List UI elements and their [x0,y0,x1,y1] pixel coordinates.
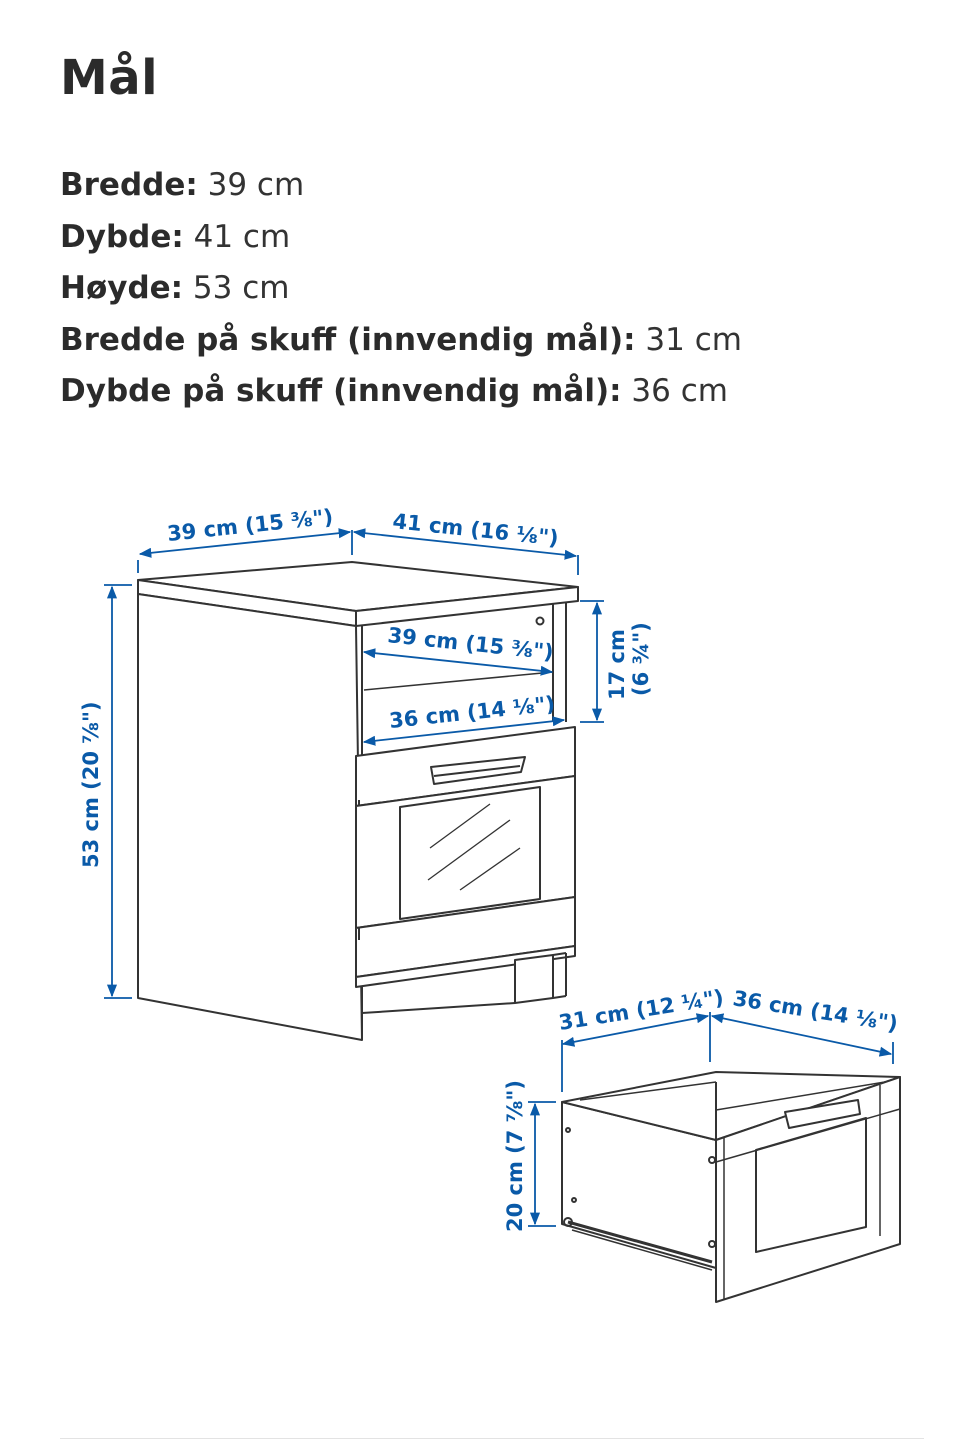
cabinet-width-label: 39 cm (15 ⅜") [166,504,335,546]
spec-label: Dybde på skuff (innvendig mål): [60,373,622,409]
shelf-height-inch-label: (6 ¾") [629,622,653,696]
drawer-width-label: 31 cm (12 ¼") [557,985,726,1035]
drawer-depth-label: 36 cm (14 ⅛") [731,986,900,1036]
shelf-width-label: 39 cm (15 ⅜") [386,623,555,665]
spec-drawer-width [60,315,742,367]
cabinet-height-label: 53 cm (20 ⅞") [79,701,103,868]
dimension-diagram [0,490,960,1390]
spec-value: 53 cm [192,270,290,306]
drawer-drawing [562,1072,900,1302]
shelf-height-label: 17 cm [605,629,629,700]
spec-width [60,160,742,212]
cabinet-drawing [138,562,578,1040]
divider [60,1438,924,1439]
spec-label: Bredde på skuff (innvendig mål): [60,321,636,358]
spec-drawer-depth [60,366,742,418]
cabinet-depth-label: 41 cm (16 ⅛") [391,509,560,551]
spec-list [60,160,742,418]
shelf-depth-label: 36 cm (14 ⅛") [388,691,557,733]
spec-value: 36 cm [631,373,728,409]
drawer-height-label: 20 cm (7 ⅞") [503,1080,527,1232]
page-title: Mål [60,50,159,106]
spec-value: 41 cm [193,218,291,255]
spec-value: 39 cm [207,167,305,203]
spec-height [60,263,742,315]
spec-label: Bredde: [60,167,198,203]
spec-label: Høyde: [60,270,184,306]
spec-label: Dybde: [60,218,184,255]
spec-depth [60,212,742,264]
spec-value: 31 cm [645,321,742,358]
